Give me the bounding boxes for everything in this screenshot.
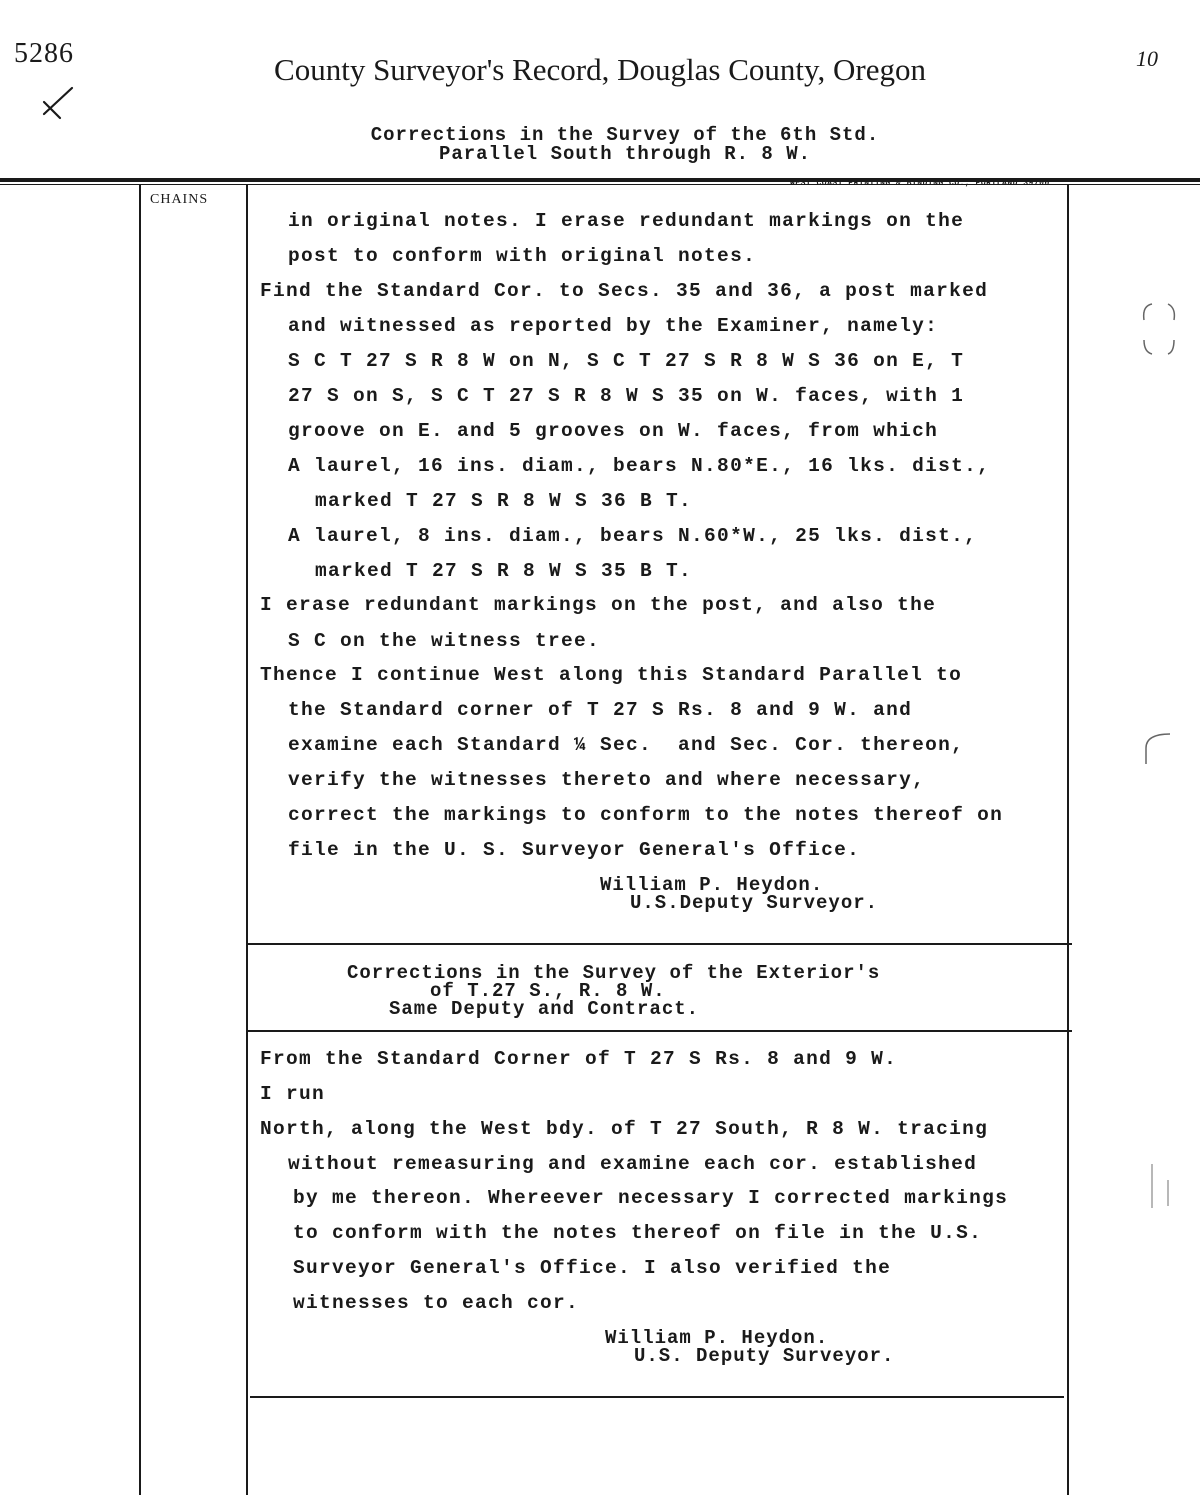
body-line: correct the markings to conform to the notes thereof on xyxy=(288,804,1004,826)
body-line: I erase redundant markings on the post, and also the xyxy=(260,594,937,616)
body-line: marked T 27 S R 8 W S 35 B T. xyxy=(315,560,693,582)
body-line: S C on the witness tree. xyxy=(288,630,601,652)
chains-column-header: CHAINS xyxy=(150,192,209,207)
body-line: North, along the West bdy. of T 27 South, R 8 W. tracing xyxy=(260,1118,989,1140)
margin-bracket-mark xyxy=(1138,1160,1178,1214)
body-line: post to conform with original notes. xyxy=(288,245,757,267)
section-divider xyxy=(246,1030,1072,1032)
section-divider xyxy=(246,943,1072,945)
page-number: 10 xyxy=(1136,46,1158,71)
body-line: Thence I continue West along this Standard Parallel to xyxy=(260,664,963,686)
body-line: witnesses to each cor. xyxy=(293,1292,580,1314)
margin-bracket-mark xyxy=(1138,728,1178,768)
body-line: and witnessed as reported by the Examiner, namely: xyxy=(288,315,939,337)
body-line: to conform with the notes thereof on file in the U.S. xyxy=(293,1222,983,1244)
signature-name: William P. Heydon. xyxy=(600,874,824,896)
section-heading-line-2: of T.27 S., R. 8 W. xyxy=(430,980,666,1002)
signature-name: William P. Heydon. xyxy=(605,1327,829,1349)
body-line: marked T 27 S R 8 W S 36 B T. xyxy=(315,490,693,512)
body-line: A laurel, 8 ins. diam., bears N.60*W., 25 lks. dist., xyxy=(288,525,978,547)
signature-title: U.S.Deputy Surveyor. xyxy=(630,892,879,914)
section-heading-line-3: Same Deputy and Contract. xyxy=(389,998,700,1020)
x-mark-icon xyxy=(38,84,78,120)
subtitle-line-1: Corrections in the Survey of the 6th Std. xyxy=(370,124,880,146)
subtitle-line-2: Parallel South through R. 8 W. xyxy=(438,143,812,165)
body-line: S C T 27 S R 8 W on N, S C T 27 S R 8 W S 36 on E, T xyxy=(288,350,965,372)
body-line: the Standard corner of T 27 S Rs. 8 and 9 W. and xyxy=(288,699,913,721)
body-line: Find the Standard Cor. to Secs. 35 and 36, a post marked xyxy=(260,280,989,302)
margin-bracket-mark xyxy=(1138,300,1182,360)
body-line: without remeasuring and examine each cor. established xyxy=(288,1153,978,1175)
body-line: I run xyxy=(260,1083,326,1105)
body-line: 27 S on S, S C T 27 S R 8 W S 35 on W. faces, with 1 xyxy=(288,385,965,407)
page-title: County Surveyor's Record, Douglas County, Oregon xyxy=(274,52,926,87)
body-line: Surveyor General's Office. I also verified the xyxy=(293,1257,892,1279)
body-line: verify the witnesses thereto and where necessary, xyxy=(288,769,926,791)
body-line: A laurel, 16 ins. diam., bears N.80*E., 16 lks. dist., xyxy=(288,455,991,477)
body-line: by me thereon. Whereever necessary I corrected markings xyxy=(293,1187,1009,1209)
section-divider xyxy=(250,1396,1064,1398)
right-column-rule xyxy=(1067,185,1069,1495)
body-line: From the Standard Corner of T 27 S Rs. 8 and 9 W. xyxy=(260,1048,898,1070)
section-heading-line-1: Corrections in the Survey of the Exterior's xyxy=(347,962,881,984)
body-line: examine each Standard ¼ Sec. and Sec. Cor. thereon, xyxy=(288,734,965,756)
body-line: in original notes. I erase redundant markings on the xyxy=(288,210,965,232)
printer-imprint: WEST COAST PRINTING & BINDING CO., PORTLAND 39700 xyxy=(790,179,1050,188)
chains-column-rule xyxy=(246,185,248,1495)
body-line: file in the U. S. Surveyor General's Office. xyxy=(288,839,861,861)
signature-title: U.S. Deputy Surveyor. xyxy=(634,1345,895,1367)
left-margin-rule xyxy=(139,185,141,1495)
record-number: 5286 xyxy=(14,38,74,69)
body-line: groove on E. and 5 grooves on W. faces, from which xyxy=(288,420,939,442)
